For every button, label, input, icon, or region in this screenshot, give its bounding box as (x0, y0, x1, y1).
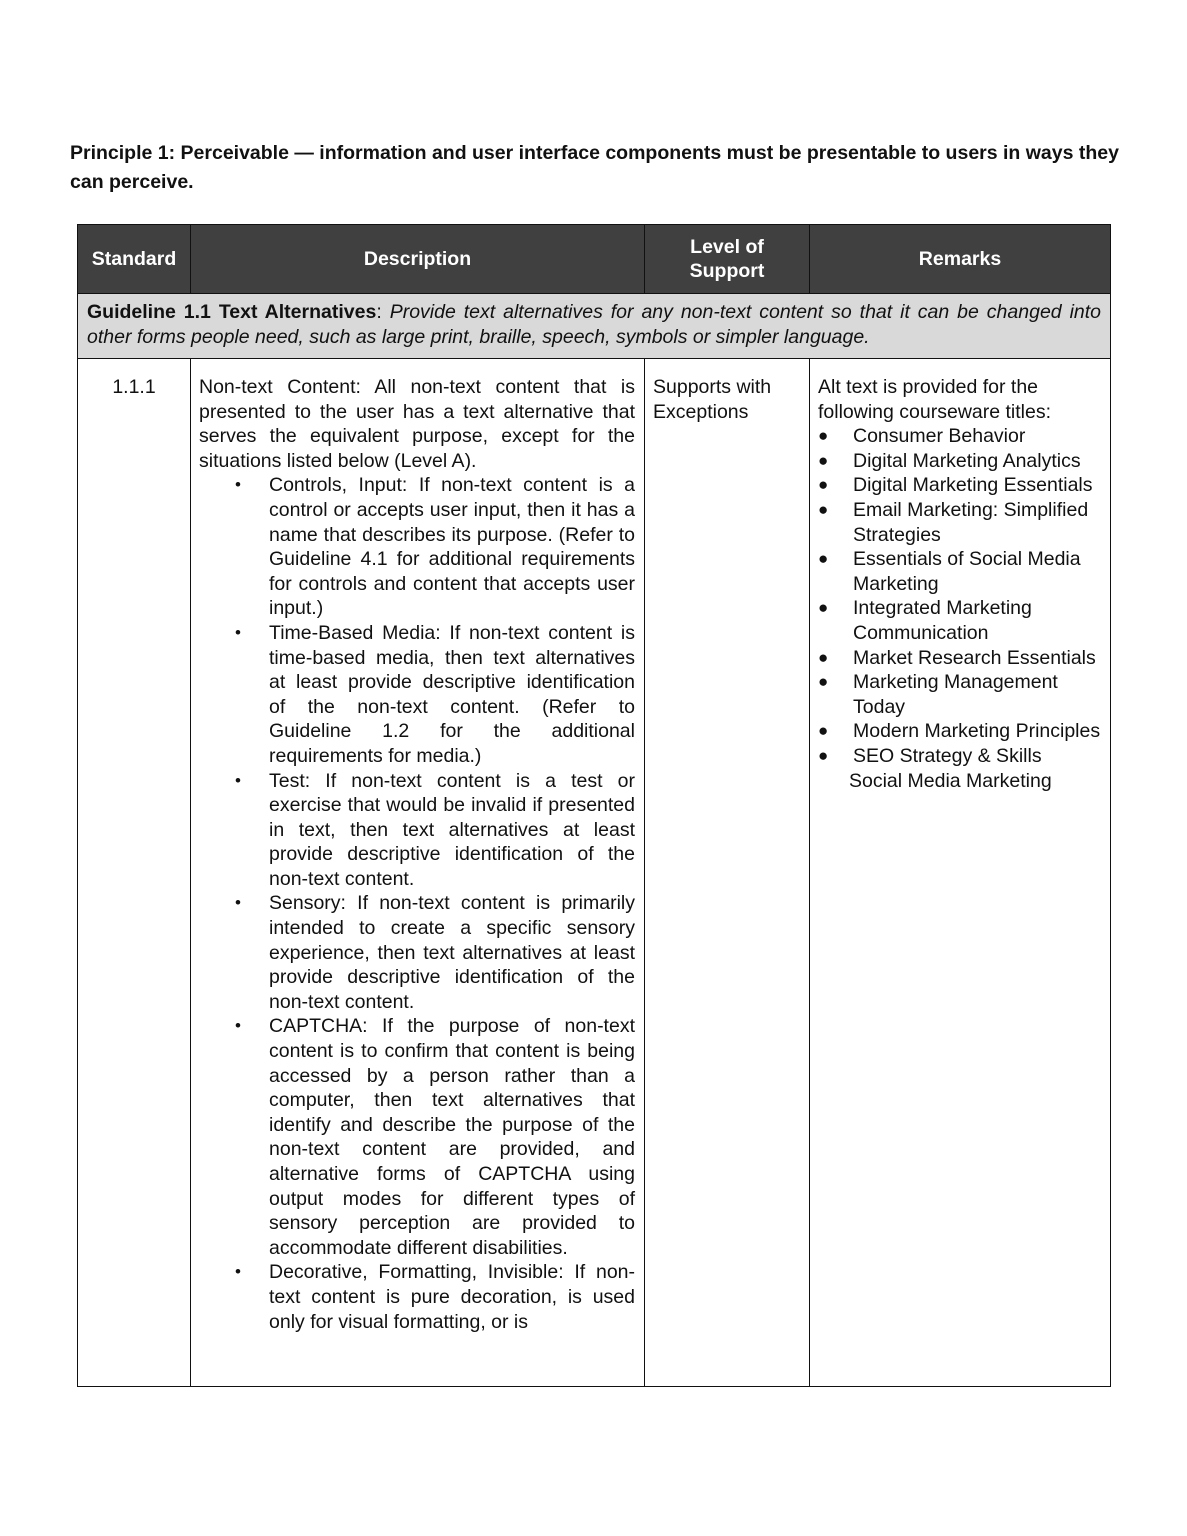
header-description: Description (191, 225, 645, 294)
list-item: • Decorative, Formatting, Invisible: If non-text content is pure decoration, is used only for visual formatting, or is (269, 1260, 635, 1334)
description-cell (191, 365, 645, 1387)
list-item: • Controls, Input: If non-text content is a control or accepts user input, then it has a name that describes its purpose. (Refer to Guideline 4.1 for additional requirements for controls and content that accepts user input.) (269, 473, 635, 621)
list-item: ● Market Research Essentials (853, 646, 1102, 671)
header-level-of-support: Level of Support (645, 225, 810, 294)
list-item: ● Integrated Marketing Communication (853, 596, 1102, 645)
list-item: ● Consumer Behavior (853, 424, 1102, 449)
guideline-separator: : (376, 301, 382, 323)
list-item: • Sensory: If non-text content is primarily intended to create a specific sensory experience, then text alternatives at least provide descriptive identification of the non-text content. (269, 891, 635, 1014)
list-item: • Test: If non-text content is a test or exercise that would be invalid if presented in text, then text alternatives at least provide descriptive identification of the non-text content. (269, 769, 635, 892)
header-standard: Standard (78, 225, 191, 294)
description-intro: Non-text Content: All non-text content that is presented to the user has a text alternative that serves the equivalent purpose, except for the situations listed below (Level A). (199, 376, 635, 472)
list-item: ● Email Marketing: Simplified Strategies (853, 498, 1102, 547)
courseware-titles-list (818, 424, 1102, 768)
list-item: ● SEO Strategy & Skills (853, 744, 1102, 769)
remarks-cell (810, 365, 1111, 1387)
guideline-cell (78, 294, 1111, 359)
guideline-title: Guideline 1.1 Text Alternatives (87, 301, 377, 323)
page-heading: Principle 1: Perceivable — information and user interface components must be presentable to users in ways they can perceive. (70, 142, 1119, 193)
list-item: ● Digital Marketing Analytics (853, 449, 1102, 474)
table-row (78, 365, 1111, 1387)
list-item: ● Modern Marketing Principles (853, 719, 1102, 744)
remarks-last-title: Social Media Marketing (849, 769, 1052, 792)
list-item: ● Essentials of Social Media Marketing (853, 547, 1102, 596)
description-bullets (199, 473, 635, 1334)
list-item: • Time-Based Media: If non-text content is time-based media, then text alternatives at least provide descriptive identification of the non-text content. (Refer to Guideline 1.2 for the additional requirements for media.) (269, 621, 635, 769)
remarks-intro: Alt text is provided for the following courseware titles: (818, 376, 1052, 423)
standard-cell: 1.1.1 (78, 365, 191, 1387)
level-of-support-cell: Supports with Exceptions (645, 365, 810, 1387)
header-remarks: Remarks (810, 225, 1111, 294)
list-item: ● Marketing Management Today (853, 670, 1102, 719)
list-item: ● Digital Marketing Essentials (853, 473, 1102, 498)
guideline-row (78, 294, 1111, 359)
guideline-description: Provide text alternatives for any non-text content so that it can be changed into other forms people need, such as large print, braille, speech, symbols or simpler language. (87, 301, 1102, 348)
list-item: • CAPTCHA: If the purpose of non-text content is to confirm that content is being accessed by a person rather than a computer, then text alternatives that identify and describe the purpose of the non-text content are provided, and alternative forms of CAPTCHA using output modes for different types of sensory perception are provided to accommodate different disabilities. (269, 1014, 635, 1260)
conformance-table (77, 224, 1111, 1387)
table-header-row (78, 225, 1111, 294)
